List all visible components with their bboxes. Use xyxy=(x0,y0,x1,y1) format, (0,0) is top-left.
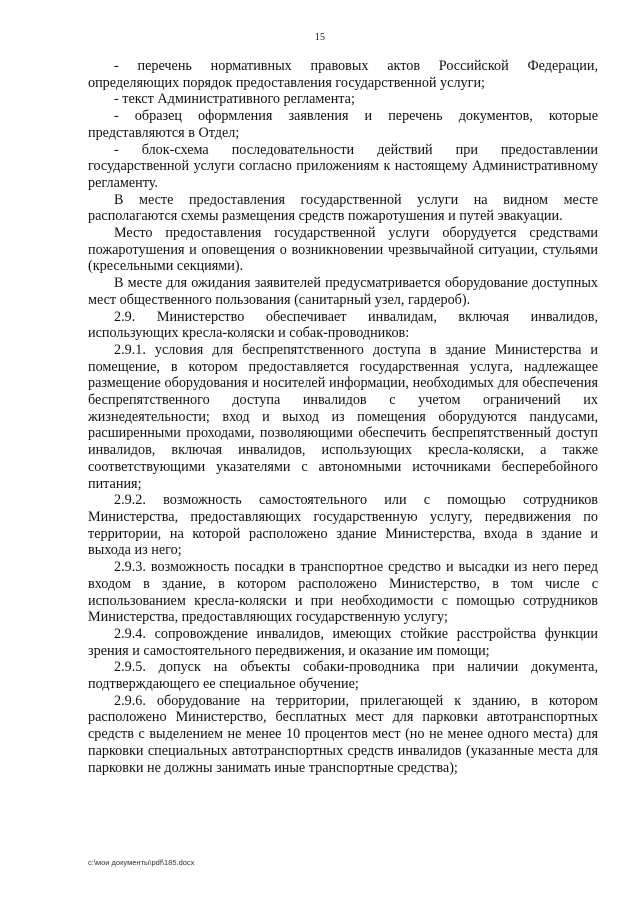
paragraph-section-2-9: 2.9. Министерство обеспечивает инвалидам, включая инвалидов, использующих кресла-коляски и собак-проводников: xyxy=(88,308,598,342)
paragraph-section-2-9-6: 2.9.6. оборудование на территории, прилегающей к зданию, в котором расположено Министерство, бесплатных мест для парковки автотранспортных средств с выделением не менее 10 процентов мест (но не менее одного места) для парковки специальных автотранспортных средств инвалидов (указанные места для парковки не должны занимать иные транспортные средства); xyxy=(88,692,598,776)
paragraph-list-item-application-sample: - образец оформления заявления и перечень документов, которые представляются в Отдел; xyxy=(88,108,598,141)
paragraph-fire-safety-schemes: В месте предоставления государственной услуги на видном месте располагаются схемы размещения средств пожаротушения и путей эвакуации. xyxy=(88,191,598,225)
paragraph-list-item-flowchart: - блок-схема последовательности действий при предоставлении государственной услуги согласно приложениям к настоящему Административному регламенту. xyxy=(88,141,598,191)
paragraph-fire-equipment: Место предоставления государственной услуги оборудуется средствами пожаротушения и оповещения о возникновении чрезвычайной ситуации, стульями (кресельными секциями). xyxy=(88,225,598,275)
document-body xyxy=(88,58,598,776)
paragraph-section-2-9-4: 2.9.4. сопровождение инвалидов, имеющих стойкие расстройства функции зрения и самостоятельного передвижения, и оказание им помощи; xyxy=(88,625,598,659)
paragraph-section-2-9-1: 2.9.1. условия для беспрепятственного доступа в здание Министерства и помещение, в котором предоставляется государственная услуга, надлежащее размещение оборудования и носителей информации, необходимых для обеспечения беспрепятственного доступа инвалидов с учетом ограничений их жизнедеятельности; вход и выход из помещения оборудуются пандусами, расширенными проходами, позволяющими обеспечить беспрепятственный доступ инвалидов, включая инвалидов, использующих кресла-коляски, а также соответствующими указателями с автономными источниками бесперебойного питания; xyxy=(88,341,598,492)
paragraph-list-item-legal-acts: - перечень нормативных правовых актов Российской Федерации, определяющих порядок предоставления государственной услуги; xyxy=(88,58,598,91)
paragraph-waiting-area: В месте для ожидания заявителей предусматривается оборудование доступных мест общественного пользования (санитарный узел, гардероб). xyxy=(88,275,598,308)
paragraph-section-2-9-2: 2.9.2. возможность самостоятельного или с помощью сотрудников Министерства, предоставляющих государственную услугу, передвижения по территории, на которой расположено здание Министерства, входа в здание и выхода из него; xyxy=(88,492,598,559)
page-number: 15 xyxy=(314,32,326,43)
footer-file-path: c:\мои документы\pdf\185.docx xyxy=(88,858,195,867)
paragraph-section-2-9-3: 2.9.3. возможность посадки в транспортное средство и высадки из него перед входом в здание, в котором расположено Министерство, в том числе с использованием кресла-коляски и при необходимости с помощью сотрудников Министерства, предоставляющих государственную услугу; xyxy=(88,559,598,626)
paragraph-list-item-regulation-text: - текст Административного регламента; xyxy=(114,91,355,108)
paragraph-section-2-9-5: 2.9.5. допуск на объекты собаки-проводника при наличии документа, подтверждающего ее специальное обучение; xyxy=(88,659,598,693)
